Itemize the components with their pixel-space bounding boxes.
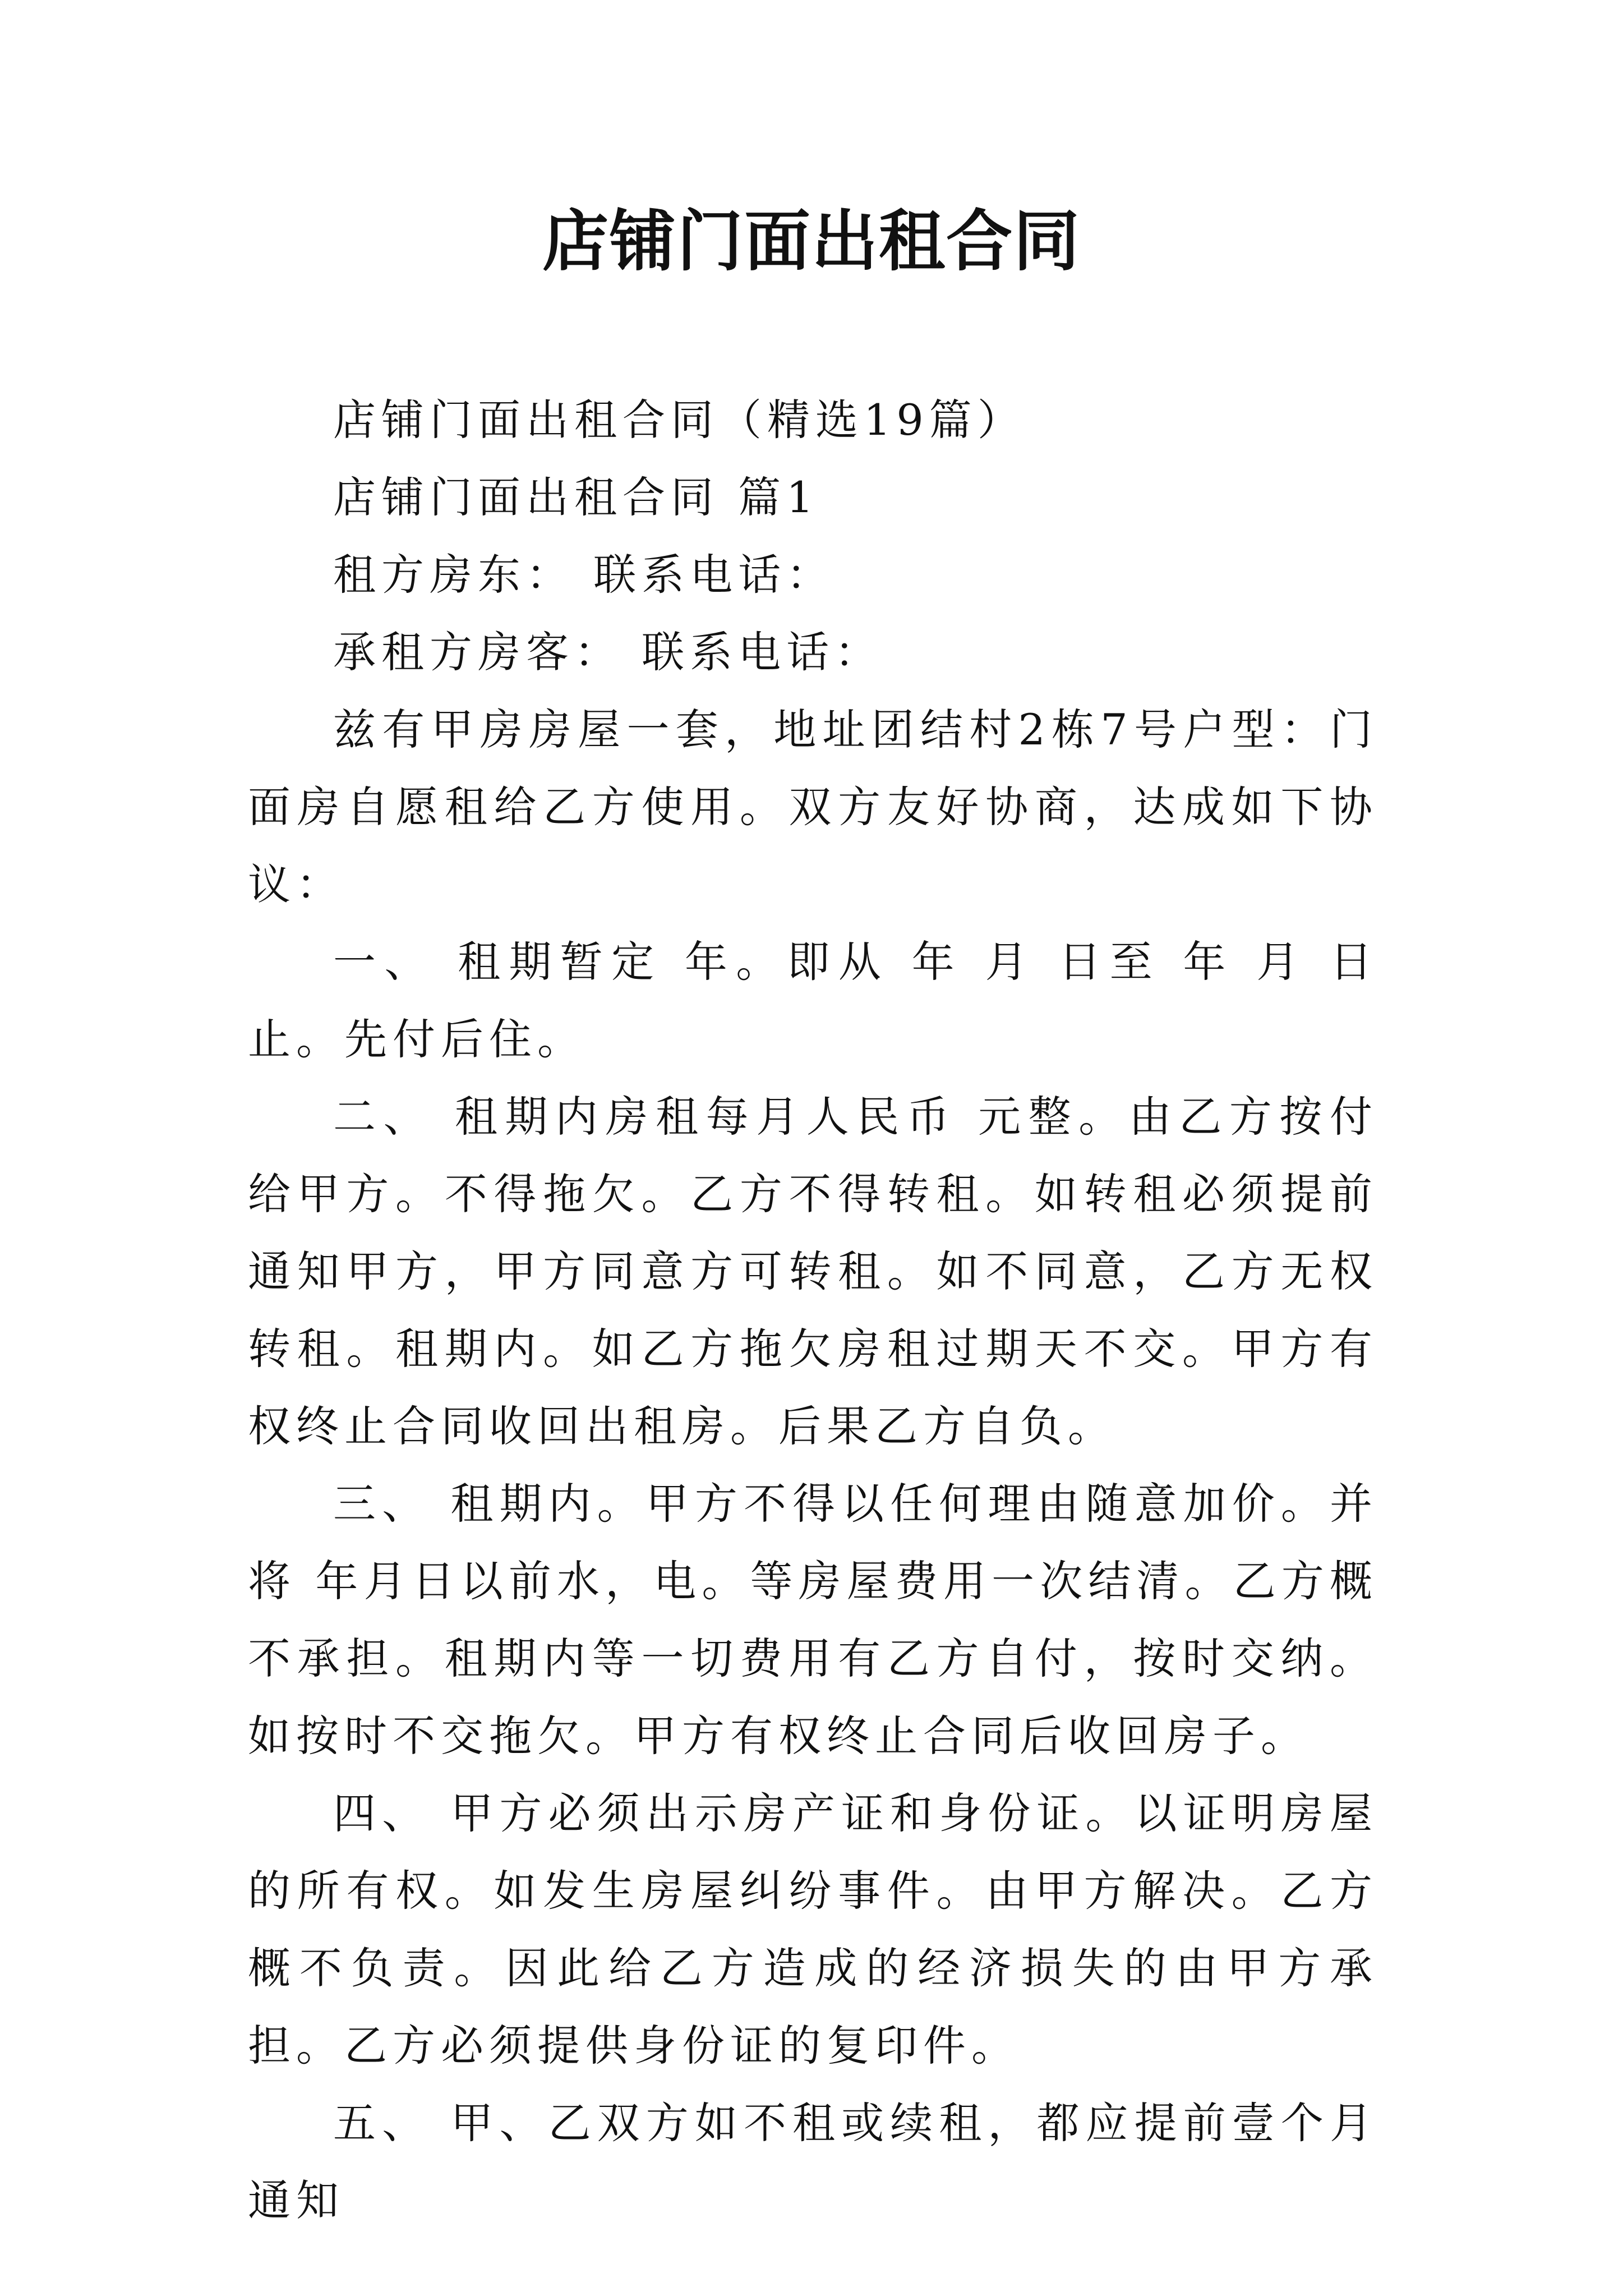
paragraph-intro: 兹有甲房房屋一套，地址团结村2栋7号户型：门面房自愿租给乙方使用。双方友好协商，达成如下协议： xyxy=(248,705,1378,909)
paragraph-section-heading: 店铺门面出租合同 篇1 xyxy=(333,472,819,522)
paragraph-clause-5: 五、 甲、乙双方如不租或续租，都应提前壹个月通知 xyxy=(248,2098,1378,2225)
paragraph-collection-title: 店铺门面出租合同（精选19篇） xyxy=(333,395,1026,445)
paragraph-clause-3: 三、 租期内。甲方不得以任何理由随意加价。并将 年月日以前水，电。等房屋费用一次结清。乙方概不承担。租期内等一切费用有乙方自付，按时交纳。如按时不交拖欠。甲方有权终止合同后收回房子。 xyxy=(248,1479,1378,1761)
document-body xyxy=(248,381,1378,2239)
paragraph-clause-4: 四、 甲方必须出示房产证和身份证。以证明房屋的所有权。如发生房屋纠纷事件。由甲方解决。乙方概不负责。因此给乙方造成的经济损失的由甲方承担。乙方必须提供身份证的复印件。 xyxy=(248,1788,1378,2070)
paragraph-clause-2: 二、 租期内房租每月人民币 元整。由乙方按付给甲方。不得拖欠。乙方不得转租。如转租必须提前通知甲方，甲方同意方可转租。如不同意，乙方无权转租。租期内。如乙方拖欠房租过期天不交。甲方有权终止合同收回出租房。后果乙方自负。 xyxy=(248,1092,1378,1451)
paragraph-landlord-line: 租方房东： 联系电话： xyxy=(333,550,835,600)
paragraph-clause-1: 一、 租期暂定 年。即从 年 月 日至 年 月 日止。先付后住。 xyxy=(248,937,1378,1064)
document-title: 店铺门面出租合同 xyxy=(542,203,1081,280)
paragraph-tenant-line: 承租方房客： 联系电话： xyxy=(333,627,883,677)
